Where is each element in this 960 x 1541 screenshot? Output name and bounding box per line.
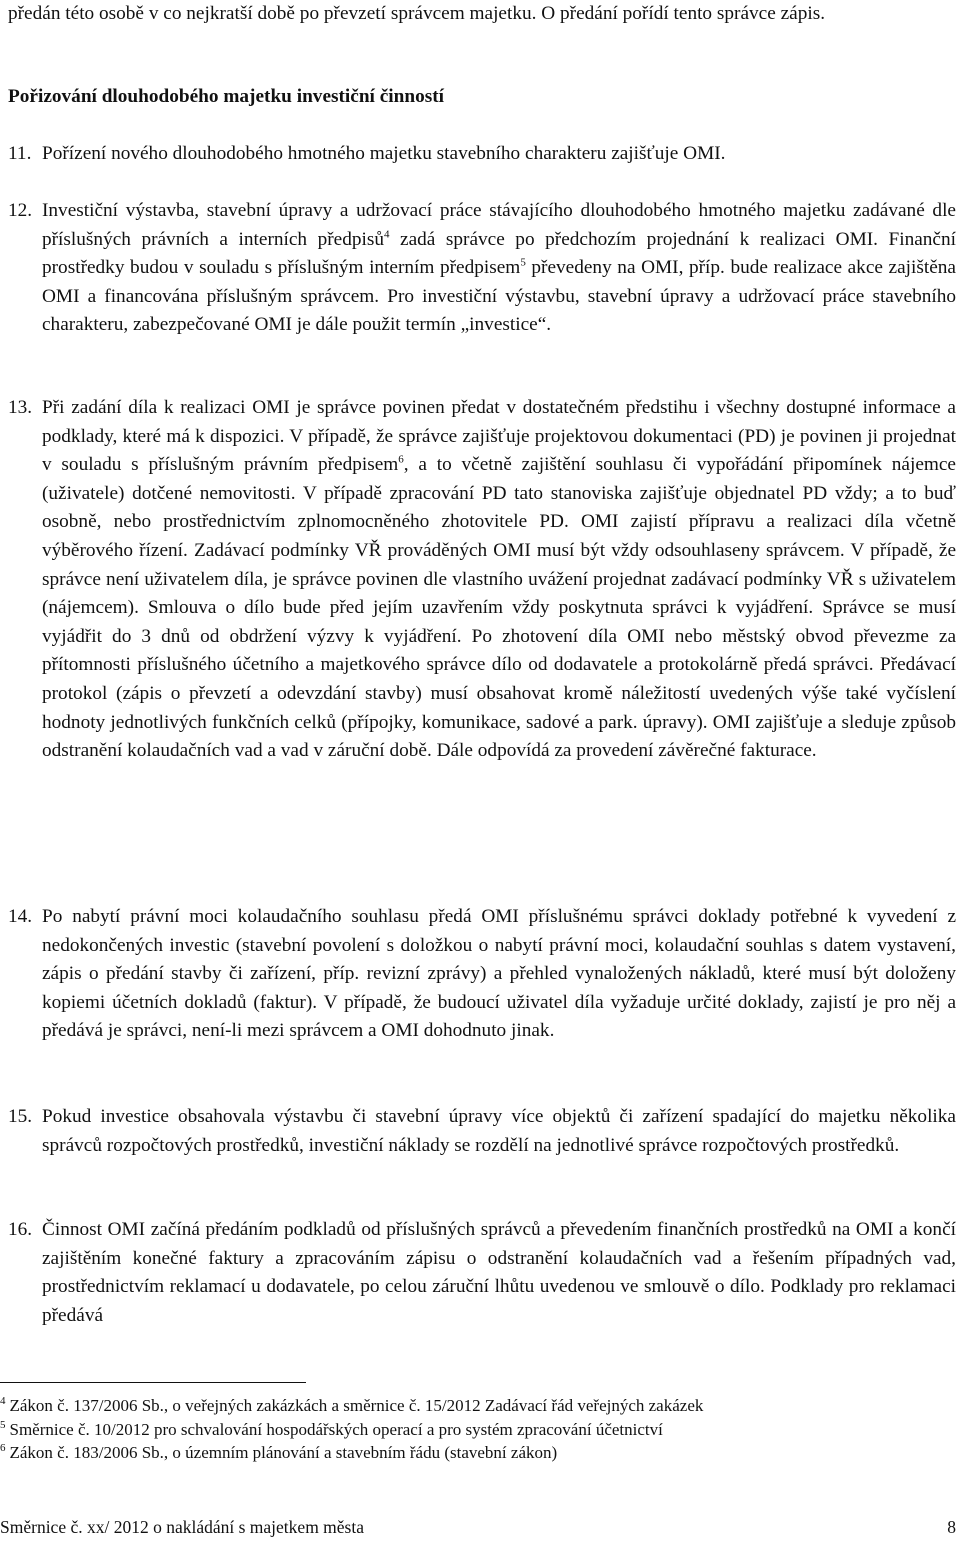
- item-text: Činnost OMI začíná předáním podkladů od příslušných správců a převedením finančních prostředků na OMI a končí zajištěním konečné faktury a zpracováním zápisu o odstranění kolaudačních vad a řešením případných vad, prostřednictvím reklamací u dodavatele, po celou záruční lhůtu uvedenou ve smlouvě o dílo. Podklady pro reklamaci předává: [42, 1219, 956, 1326]
- list-item-12: [8, 197, 956, 340]
- section-heading: Pořizování dlouhodobého majetku investiční činností: [8, 86, 445, 107]
- item-text: Po nabytí právní moci kolaudačního souhlasu předá OMI příslušnému správci doklady potřebné k vyvedení z nedokončených investic (stavební povolení s doložkou o nabytí právní moci, kolaudační souhlas s datem vystavení, zápis o předání stavby či zařízení, příp. revizní zprávy) a přehled vynaložených nákladů, které musí být doloženy kopiemi účetních dokladů (faktur). V případě, že budoucí uživatel díla vyžaduje určité doklady, zajistí je pro něj a předává je správci, není-li mezi správcem a OMI dohodnuto jinak.: [42, 906, 956, 1042]
- item-number: 12.: [8, 200, 33, 221]
- item-text: Pořízení nového dlouhodobého hmotného majetku stavebního charakteru zajišťuje OMI.: [42, 143, 726, 164]
- intro-paragraph: předán této osobě v co nejkratší době po převzetí správcem majetku. O předání pořídí tento správce zápis.: [8, 3, 826, 24]
- item-number: 14.: [8, 906, 33, 927]
- item-text: Při zadání díla k realizaci OMI je správce povinen předat v dostatečném předstihu i všechny dostupné informace a podklady, které má k dispozici. V případě, že správce zajišťuje projektovou dokumentaci (PD) je povinen ji projednat v souladu s příslušným právním předpisem$^6$, a to včetně zajištění souhlasu či vypořádání připomínek nájemce (uživatele) dotčené nemovitosti. V případě zpracování PD tato stanoviska zajišťuje objednatel PD vždy; a to buď osobně, nebo prostřednictvím zplnomocněného zhotovitele PD. OMI zajistí přípravu a realizaci díla včetně výběrového řízení. Zadávací podmínky VŘ prováděných OMI musí být vždy odsouhlaseny správcem. V případě, že správce není uživatelem díla, je správce povinen dle vlastního uvážení projednat zadávací podmínky VŘ s uživatelem (nájemcem). Smlouva o dílo bude před jejím uzavřením vždy poskytnuta správci k vyjádření. Správce se musí vyjádřit do 3 dnů od obdržení výzvy k vyjádření. Po zhotovení díla OMI nebo městský obvod převezme za přítomnosti příslušného účetního a majetkového správce dílo od dodavatele a protokolárně předá správci. Předávací protokol (zápis o převzetí a odevzdání stavby) musí obsahovat kromě náležitostí uvedených výše také vyčíslení hodnoty jednotlivých funkčních celků (přípojky, komunikace, sadové a park. úpravy). OMI zajišťuje a sleduje způsob odstranění kolaudačních vad a vad v záruční době. Dále odpovídá za provedení závěrečné fakturace.: [42, 397, 956, 762]
- footnote-ref-5: 5: [520, 256, 526, 269]
- list-item-15: [8, 1103, 956, 1160]
- item-text: Pokud investice obsahovala výstavbu či stavební úpravy více objektů či zařízení spadající do majetku několika správců rozpočtových prostředků, investiční náklady se rozdělí na jednotlivé správce rozpočtových prostředků.: [42, 1106, 956, 1156]
- footnote-6: $^6$ Zákon č. 183/2006 Sb., o územním plánování a stavebním řádu (stavební zákon): [0, 1442, 558, 1462]
- footnote-ref-6: 6: [398, 453, 404, 466]
- page-footer: [0, 1517, 956, 1538]
- list-item-16: [8, 1216, 956, 1330]
- footnote-ref-4: 4: [384, 228, 390, 241]
- item-number: 11.: [8, 143, 32, 164]
- footer-document-title: Směrnice č. xx/ 2012 o nakládání s majetkem města: [0, 1517, 364, 1537]
- item-number: 13.: [8, 397, 33, 418]
- footnote-5: $^5$ Směrnice č. 10/2012 pro schvalování hospodářských operací a pro systém zpracování účetnictví: [0, 1418, 663, 1439]
- page-number: 8: [947, 1517, 956, 1537]
- footnotes: [0, 1394, 950, 1465]
- item-number: 16.: [8, 1219, 33, 1240]
- footnote-4: $^4$ Zákon č. 137/2006 Sb., o veřejných zakázkách a směrnice č. 15/2012 Zadávací řád veřejných zakázek: [0, 1395, 704, 1415]
- list-item-14: [8, 903, 956, 1046]
- item-number: 15.: [8, 1106, 33, 1127]
- list-item-13: [8, 394, 956, 766]
- footnote-separator: [0, 1382, 306, 1383]
- item-text: Investiční výstavba, stavební úpravy a udržovací práce stávajícího dlouhodobého hmotného majetku zadávané dle příslušných právních a interních předpisů$^4$ zadá správce po předchozím projednání k realizaci OMI. Finanční prostředky budou v souladu s příslušným interním předpisem$^5$ převedeny na OMI, příp. bude realizace akce zajištěna OMI a financována příslušným správcem. Pro investiční výstavbu, stavební úpravy a udržovací práce stavebního charakteru, zabezpečované OMI je dále použit termín „investice“.: [42, 200, 956, 336]
- list-item-11: [8, 140, 956, 169]
